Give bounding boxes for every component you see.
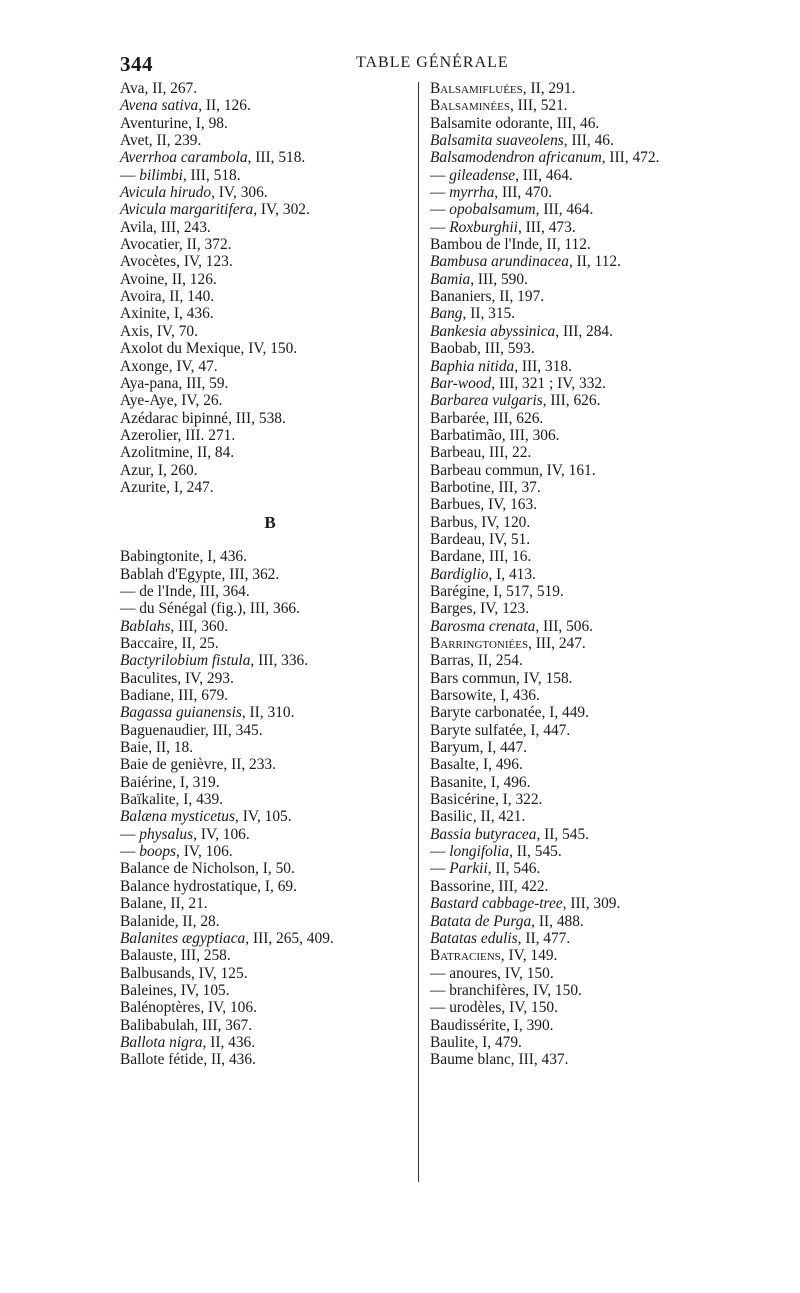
index-entry <box>430 548 720 565</box>
index-entry <box>120 375 410 392</box>
index-entry <box>120 618 410 635</box>
entry-text: — de l'Inde, III, 364. <box>120 582 250 600</box>
index-entry <box>120 635 410 652</box>
entry-text: Ballota nigra <box>120 1033 203 1051</box>
entry-text: Barsowite, I, 436. <box>430 687 540 705</box>
entry-text: , III, 590. <box>470 270 528 288</box>
index-entry <box>430 566 720 583</box>
entry-text: , II, 310. <box>241 704 295 722</box>
index-entry <box>120 132 410 149</box>
entry-text: Roxburghii <box>449 218 518 236</box>
index-entry <box>120 756 410 773</box>
entry-text: Ballote fétide, II, 436. <box>120 1051 256 1069</box>
entry-text: Avocatier, II, 372. <box>120 236 232 254</box>
entry-text: , III, 360. <box>170 617 229 635</box>
entry-text: Barbotine, III, 37. <box>430 478 541 496</box>
entry-text: Basalte, I, 496. <box>430 756 523 774</box>
index-entry <box>120 947 410 964</box>
entry-text: Barbus, IV, 120. <box>430 513 531 531</box>
index-entry <box>430 1051 720 1068</box>
entry-text: Ava, II, 267. <box>120 80 198 97</box>
entry-text: , III, 309. <box>562 895 621 913</box>
entry-text: Baobab, III, 593. <box>430 340 535 358</box>
entry-text: Balance hydrostatique, I, 69. <box>120 877 297 895</box>
entry-text: , III, 265, 409. <box>245 929 334 947</box>
entry-text: Baiérine, I, 319. <box>120 773 220 791</box>
column-divider <box>418 82 419 1182</box>
index-entry <box>430 913 720 930</box>
entry-text: , III, 46. <box>563 132 614 150</box>
entry-text: , III, 626. <box>542 392 601 410</box>
entry-text: Baculites, IV, 293. <box>120 669 234 687</box>
entry-text: Bambusa arundinacea <box>430 253 569 271</box>
index-entry <box>120 323 410 340</box>
index-entry <box>120 1051 410 1068</box>
entry-text: Barringtoniées <box>430 635 529 652</box>
index-entry <box>120 913 410 930</box>
entry-text: — <box>120 166 140 184</box>
index-entry <box>120 999 410 1016</box>
index-entry <box>120 739 410 756</box>
entry-text: , III, 470. <box>494 184 552 202</box>
entry-text: Baccaire, II, 25. <box>120 635 219 652</box>
entry-text: Barosma crenata <box>430 617 536 635</box>
index-entry <box>430 288 720 305</box>
index-entry <box>120 600 410 617</box>
entry-text: Balsaminées <box>430 97 510 115</box>
entry-text: Bar-wood <box>430 374 492 392</box>
entry-text: Avicula hirudo <box>120 184 212 202</box>
entry-text: , IV, 106. <box>176 843 233 861</box>
entry-text: Barbeau commun, IV, 161. <box>430 461 596 479</box>
entry-text: , III, 464. <box>535 201 594 219</box>
index-entry <box>430 826 720 843</box>
entry-text: Babingtonite, I, 436. <box>120 548 247 566</box>
index-entry <box>120 410 410 427</box>
index-entry <box>120 704 410 721</box>
entry-text: Bassorine, III, 422. <box>430 877 549 895</box>
entry-text: Averrhoa carambola <box>120 149 248 167</box>
entry-text: Barbarea vulgaris <box>430 392 543 410</box>
entry-text: Balsamifluées <box>430 80 523 97</box>
index-entry <box>120 358 410 375</box>
entry-text: Basilic, II, 421. <box>430 808 526 826</box>
entry-text: , III, 336. <box>250 652 309 670</box>
entry-text: , II, 112. <box>568 253 621 271</box>
entry-text: , II, 315. <box>462 305 516 323</box>
index-entry <box>430 253 720 270</box>
entry-text: Bang <box>430 305 463 323</box>
index-entry <box>120 583 410 600</box>
entry-text: , II, 291. <box>522 80 576 97</box>
entry-text: Avocètes, IV, 123. <box>120 253 233 271</box>
entry-text: Batatas edulis <box>430 929 518 947</box>
entry-text: Baudissérite, I, 390. <box>430 1016 554 1034</box>
index-entry <box>430 115 720 132</box>
entry-text: , III, 247. <box>528 635 586 652</box>
index-entry <box>430 791 720 808</box>
index-entry <box>430 600 720 617</box>
index-entry <box>430 340 720 357</box>
index-entry <box>430 843 720 860</box>
entry-text: Azédarac bipinné, III, 538. <box>120 409 286 427</box>
page-header <box>120 52 682 78</box>
index-entry <box>120 860 410 877</box>
index-entry <box>120 184 410 201</box>
index-entry <box>430 514 720 531</box>
index-entry <box>430 670 720 687</box>
entry-text: Bambou de l'Inde, II, 112. <box>430 236 591 254</box>
index-entry <box>430 427 720 444</box>
entry-text: , I, 413. <box>488 565 536 583</box>
entry-text: , III, 506. <box>535 617 594 635</box>
entry-text: Azerolier, III. 271. <box>120 426 236 444</box>
entry-text: , III, 321 ; IV, 332. <box>491 374 606 392</box>
entry-text: , III, 284. <box>555 322 613 340</box>
index-entry <box>120 444 410 461</box>
index-entry <box>430 739 720 756</box>
index-entry <box>430 635 720 652</box>
index-entry <box>430 236 720 253</box>
entry-text: Azurite, I, 247. <box>120 478 214 496</box>
index-entry <box>430 947 720 964</box>
entry-text: Baulite, I, 479. <box>430 1033 522 1051</box>
entry-text: , III, 473. <box>517 218 576 236</box>
index-entry <box>430 271 720 288</box>
index-entry <box>430 80 720 97</box>
entry-text: Balanide, II, 28. <box>120 912 220 930</box>
index-entry <box>430 496 720 513</box>
entry-text: Bagassa guianensis <box>120 704 242 722</box>
entry-text: Barras, II, 254. <box>430 652 523 670</box>
entry-text: — <box>430 218 450 236</box>
index-entry <box>120 930 410 947</box>
index-entry <box>120 826 410 843</box>
index-entry <box>430 756 720 773</box>
entry-text: Baie, II, 18. <box>120 739 194 757</box>
section-letter: B <box>264 512 276 532</box>
index-entry <box>430 652 720 669</box>
entry-text: Barbarée, III, 626. <box>430 409 544 427</box>
entry-text: Badiane, III, 679. <box>120 687 229 705</box>
entry-text: boops <box>139 843 177 861</box>
entry-text: bilimbi <box>139 166 183 184</box>
entry-text: Avet, II, 239. <box>120 132 202 150</box>
entry-text: gileadense <box>449 166 516 184</box>
entry-text: — <box>430 201 450 219</box>
entry-text: Baguenaudier, III, 345. <box>120 721 263 739</box>
index-entry <box>120 687 410 704</box>
index-entry <box>430 860 720 877</box>
entry-text: Balbusands, IV, 125. <box>120 964 248 982</box>
index-entry <box>120 253 410 270</box>
index-entry <box>120 149 410 166</box>
entry-text: , III, 318. <box>514 357 572 375</box>
index-entry <box>430 774 720 791</box>
index-entry <box>120 808 410 825</box>
entry-text: Aye-Aye, IV, 26. <box>120 392 223 410</box>
index-entry <box>120 479 410 496</box>
index-entry <box>120 340 410 357</box>
running-title: TABLE GÉNÉRALE <box>356 54 509 71</box>
index-entry <box>120 982 410 999</box>
index-entry <box>430 722 720 739</box>
index-entry <box>430 618 720 635</box>
entry-text: , II, 477. <box>517 929 571 947</box>
entry-text: , II, 436. <box>202 1033 256 1051</box>
entry-text: Bananiers, II, 197. <box>430 288 545 306</box>
spacer <box>120 496 410 513</box>
index-entry <box>430 358 720 375</box>
entry-text: , IV, 105. <box>235 808 292 826</box>
entry-text: Baryum, I, 447. <box>430 739 528 757</box>
entry-text: Balæna mysticetus <box>120 808 235 826</box>
index-entry <box>430 982 720 999</box>
index-entry <box>430 687 720 704</box>
index-entry <box>120 670 410 687</box>
entry-text: Axinite, I, 436. <box>120 305 214 323</box>
index-entry <box>120 566 410 583</box>
index-column-right <box>430 80 720 1069</box>
index-entry <box>120 167 410 184</box>
entry-text: — <box>120 843 140 861</box>
entry-text: Bastard cabbage-tree <box>430 895 563 913</box>
entry-text: Baie de genièvre, II, 233. <box>120 756 276 774</box>
entry-text: — urodèles, IV, 150. <box>430 999 558 1017</box>
index-entry <box>430 149 720 166</box>
index-entry <box>430 878 720 895</box>
index-entry <box>430 167 720 184</box>
index-entry <box>430 132 720 149</box>
entry-text: , IV, 106. <box>193 825 250 843</box>
entry-text: Avoine, II, 126. <box>120 270 217 288</box>
index-entry <box>120 965 410 982</box>
index-entry <box>120 462 410 479</box>
index-entry <box>120 271 410 288</box>
index-entry <box>430 375 720 392</box>
entry-text: , II, 126. <box>198 97 251 115</box>
entry-text: Baume blanc, III, 437. <box>430 1051 569 1069</box>
entry-text: — du Sénégal (fig.), III, 366. <box>120 600 300 618</box>
entry-text: Bardane, III, 16. <box>430 548 532 566</box>
entry-text: , III, 518. <box>182 166 241 184</box>
index-entry <box>430 444 720 461</box>
entry-text: Balauste, III, 258. <box>120 947 231 965</box>
index-entry <box>120 288 410 305</box>
entry-text: Axis, IV, 70. <box>120 322 198 340</box>
index-entry <box>430 1034 720 1051</box>
entry-text: Bardeau, IV, 51. <box>430 530 531 548</box>
index-entry <box>430 895 720 912</box>
index-entry <box>120 548 410 565</box>
entry-text: myrrha <box>449 184 495 202</box>
entry-text: Bassia butyracea <box>430 825 537 843</box>
entry-text: , II, 545. <box>536 825 590 843</box>
index-entry <box>430 323 720 340</box>
entry-text: — anoures, IV, 150. <box>430 964 554 982</box>
entry-text: Axolot du Mexique, IV, 150. <box>120 340 298 358</box>
entry-text: Barégine, I, 517, 519. <box>430 582 564 600</box>
entry-text: physalus <box>139 825 194 843</box>
index-entry <box>120 843 410 860</box>
index-entry <box>120 722 410 739</box>
entry-text: Barges, IV, 123. <box>430 600 530 618</box>
entry-text: Bardiglio <box>430 565 489 583</box>
entry-text: , IV, 149. <box>500 947 558 965</box>
entry-text: longifolia <box>449 843 510 861</box>
entry-text: Batata de Purga <box>430 912 532 930</box>
entry-text: Basicérine, I, 322. <box>430 791 543 809</box>
entry-text: Basanite, I, 496. <box>430 773 531 791</box>
entry-text: Bablahs <box>120 617 171 635</box>
entry-text: Barbues, IV, 163. <box>430 496 538 514</box>
entry-text: Barbeau, III, 22. <box>430 444 532 462</box>
index-column-left <box>120 80 410 1069</box>
entry-text: Baïkalite, I, 439. <box>120 791 224 809</box>
entry-text: , IV, 302. <box>253 201 310 219</box>
entry-text: — <box>430 184 450 202</box>
entry-text: — <box>430 860 450 878</box>
spacer <box>120 531 410 548</box>
entry-text: Bars commun, IV, 158. <box>430 669 573 687</box>
entry-text: Balane, II, 21. <box>120 895 208 913</box>
index-entry <box>430 184 720 201</box>
page-number: 344 <box>120 52 153 76</box>
index-entry <box>430 583 720 600</box>
index-entry <box>120 791 410 808</box>
entry-text: Balibabulah, III, 367. <box>120 1016 253 1034</box>
entry-text: Barbatimão, III, 306. <box>430 426 560 444</box>
entry-text: Bablah d'Egypte, III, 362. <box>120 565 280 583</box>
index-entry <box>430 97 720 114</box>
entry-text: Balsamite odorante, III, 46. <box>430 114 600 132</box>
entry-text: , II, 488. <box>531 912 584 930</box>
entry-text: Batraciens <box>430 947 501 965</box>
index-entry <box>120 427 410 444</box>
index-entry <box>430 410 720 427</box>
entry-text: opobalsamum <box>449 201 536 219</box>
entry-text: Balénoptères, IV, 106. <box>120 999 257 1017</box>
entry-text: Azolitmine, II, 84. <box>120 444 235 462</box>
index-entry <box>120 115 410 132</box>
entry-text: Bactyrilobium fistula <box>120 652 251 670</box>
index-entry <box>120 392 410 409</box>
entry-text: , II, 545. <box>509 843 562 861</box>
entry-text: Avila, III, 243. <box>120 218 211 236</box>
entry-text: Bamia <box>430 270 471 288</box>
entry-text: , II, 546. <box>487 860 541 878</box>
index-entry <box>430 479 720 496</box>
index-entry <box>430 462 720 479</box>
index-entry <box>430 1017 720 1034</box>
entry-text: , IV, 306. <box>211 184 268 202</box>
entry-text: Axonge, IV, 47. <box>120 357 218 375</box>
index-entry <box>120 1034 410 1051</box>
index-entry <box>430 999 720 1016</box>
index-entry <box>120 97 410 114</box>
index-entry <box>120 774 410 791</box>
entry-text: Parkii <box>449 860 488 878</box>
entry-text: Baleines, IV, 105. <box>120 981 230 999</box>
index-entry <box>430 930 720 947</box>
index-entry <box>430 965 720 982</box>
entry-text: , III, 518. <box>247 149 306 167</box>
entry-text: Balance de Nicholson, I, 50. <box>120 860 295 878</box>
entry-text: — <box>430 843 450 861</box>
entry-text: Balsamita suaveolens <box>430 132 564 150</box>
entry-text: , III, 472. <box>601 149 660 167</box>
entry-text: — <box>430 166 450 184</box>
entry-text: Bankesia abyssinica <box>430 322 556 340</box>
index-entry <box>430 392 720 409</box>
index-entry <box>120 201 410 218</box>
entry-text: Avoira, II, 140. <box>120 288 215 306</box>
entry-text: Balanites ægyptiaca <box>120 929 246 947</box>
index-entry <box>120 1017 410 1034</box>
index-entry <box>430 531 720 548</box>
index-entry <box>430 704 720 721</box>
entry-text: , III, 464. <box>515 166 573 184</box>
entry-text: Aya-pana, III, 59. <box>120 374 229 392</box>
entry-text: Baryte sulfatée, I, 447. <box>430 721 571 739</box>
index-entry <box>430 201 720 218</box>
index-entry <box>120 219 410 236</box>
index-entry <box>430 808 720 825</box>
index-entry <box>120 80 410 97</box>
entry-text: , III, 521. <box>509 97 568 115</box>
entry-text: Baphia nitida <box>430 357 515 375</box>
entry-text: Aventurine, I, 98. <box>120 114 228 132</box>
index-entry <box>120 895 410 912</box>
entry-text: Avena sativa <box>120 97 199 115</box>
entry-text: — <box>120 825 140 843</box>
index-entry <box>430 305 720 322</box>
index-entry <box>120 652 410 669</box>
index-entry <box>430 219 720 236</box>
entry-text: Balsamodendron africanum <box>430 149 602 167</box>
entry-text: Baryte carbonatée, I, 449. <box>430 704 589 722</box>
index-entry <box>120 236 410 253</box>
entry-text: — branchifères, IV, 150. <box>430 981 582 999</box>
entry-text: Avicula margaritifera <box>120 201 254 219</box>
entry-text: Azur, I, 260. <box>120 461 198 479</box>
index-entry <box>120 878 410 895</box>
index-entry <box>120 305 410 322</box>
